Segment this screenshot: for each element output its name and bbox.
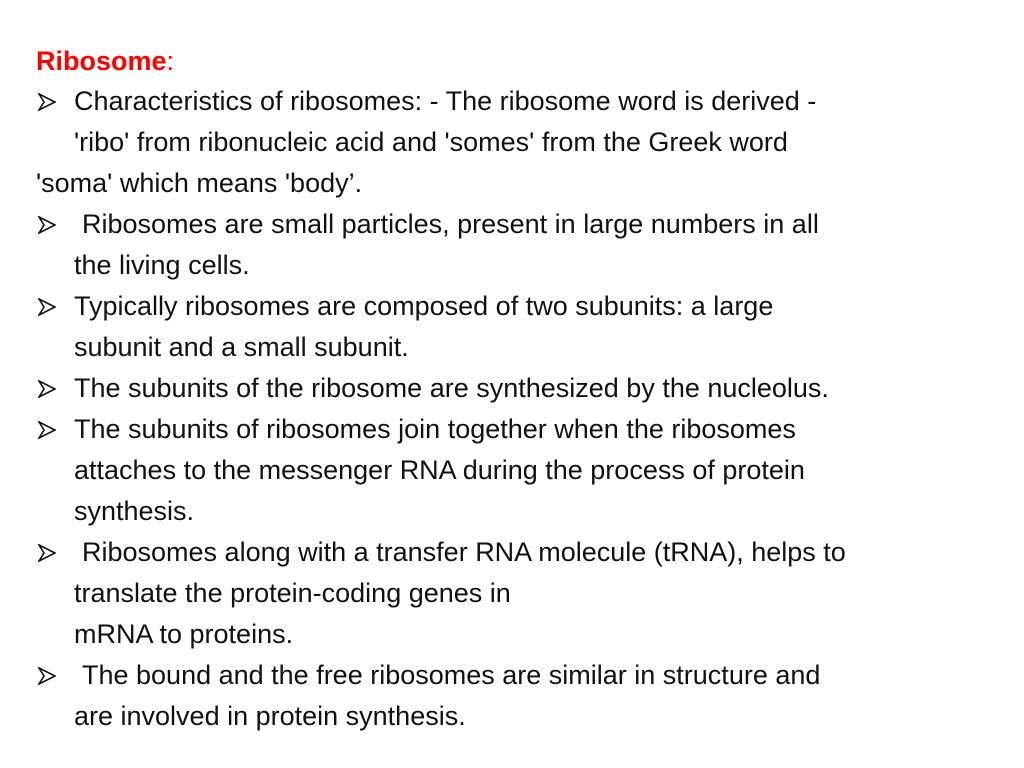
bullet-item (0, 655, 1024, 696)
bullet-text: translate the protein-coding genes in (74, 578, 511, 608)
bullet-item (0, 286, 1024, 327)
bullet-list (0, 81, 1024, 737)
bullet-text: Ribosomes along with a transfer RNA molecule (tRNA), helps to (82, 537, 846, 567)
arrowhead-bullet-icon (38, 532, 64, 573)
bullet-text: Characteristics of ribosomes: - The ribosome word is derived - (74, 86, 817, 116)
bullet-continuation (0, 614, 1024, 655)
bullet-text: 'soma' which means 'body’. (36, 168, 363, 198)
bullet-text: synthesis. (74, 496, 195, 526)
bullet-continuation (0, 122, 1024, 163)
heading-title: Ribosome (36, 46, 167, 76)
bullet-text: the living cells. (74, 250, 250, 280)
bullet-continuation (0, 573, 1024, 614)
slide-heading (36, 41, 174, 81)
bullet-text: The subunits of ribosomes join together when the ribosomes (74, 414, 796, 444)
arrowhead-bullet-icon (38, 409, 64, 450)
arrowhead-bullet-icon (38, 286, 64, 327)
bullet-continuation (0, 327, 1024, 368)
bullet-text: mRNA to proteins. (74, 619, 294, 649)
bullet-continuation (0, 245, 1024, 286)
arrowhead-bullet-icon (38, 204, 64, 245)
bullet-continuation (0, 491, 1024, 532)
arrowhead-bullet-icon (38, 81, 64, 122)
bullet-text: Ribosomes are small particles, present in large numbers in all (82, 209, 819, 239)
bullet-continuation (0, 163, 1024, 204)
bullet-item (0, 368, 1024, 409)
bullet-text: are involved in protein synthesis. (74, 701, 466, 731)
bullet-text: attaches to the messenger RNA during the process of protein (74, 455, 805, 485)
bullet-text: 'ribo' from ribonucleic acid and 'somes' from the Greek word (74, 127, 788, 157)
bullet-text: The bound and the free ribosomes are similar in structure and (82, 660, 821, 690)
bullet-item (0, 81, 1024, 122)
bullet-item (0, 409, 1024, 450)
arrowhead-bullet-icon (38, 655, 64, 696)
arrowhead-bullet-icon (38, 368, 64, 409)
bullet-text: subunit and a small subunit. (74, 332, 409, 362)
bullet-text: The subunits of the ribosome are synthesized by the nucleolus. (74, 373, 829, 403)
bullet-continuation (0, 696, 1024, 737)
bullet-continuation (0, 450, 1024, 491)
bullet-text: Typically ribosomes are composed of two subunits: a large (74, 291, 774, 321)
bullet-item (0, 532, 1024, 573)
bullet-item (0, 204, 1024, 245)
heading-colon: : (166, 46, 175, 76)
